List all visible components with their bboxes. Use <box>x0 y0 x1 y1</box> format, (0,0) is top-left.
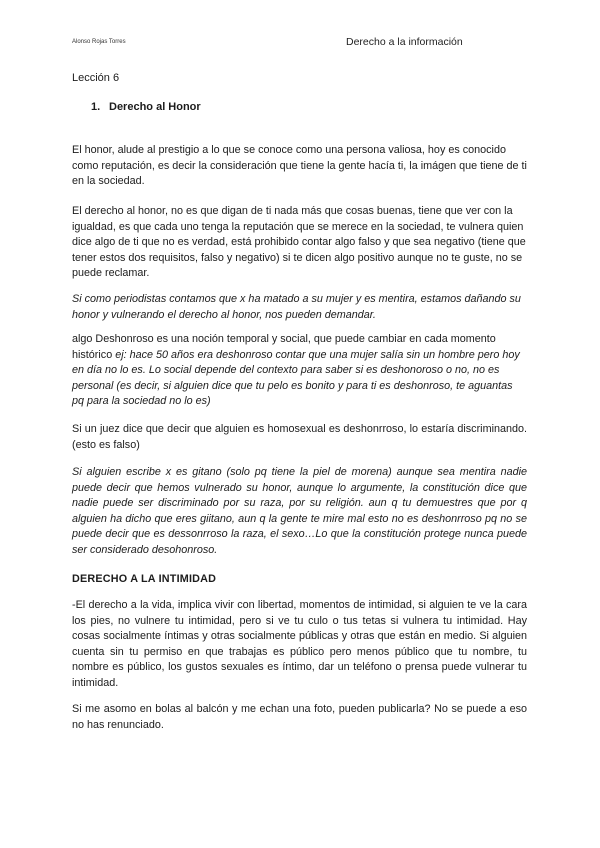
paragraph-gitano-example: Si alguien escribe x es gitano (solo pq tiene la piel de morena) aunque sea mentira nadie puede decir que hemos vulnerado su honor, aunque lo argumente, la constitución dice que nadie puede ser discriminado por su raza, por su religión. aun q tu demuestres que por q alguien ha dicho que eres giitano, aun q la gente te mire mal esto no es deshonrroso pq no se puede decir que es dessonrroso la raza, el sexo…Lo que la constitución protege nunca puede ser considerado desohonroso. <box>72 466 527 556</box>
paragraph-deshonroso-text: algo Deshonroso es una noción temporal y social, que puede cambiar en cada momento histórico <box>72 333 496 361</box>
section-heading-honor <box>91 101 201 113</box>
paragraph-intimidad: -El derecho a la vida, implica vivir con libertad, momentos de intimidad, si alguien te ve la cara los pies, no vulnere tu intimidad, pero si ve tu culo o tus tetas si vulnera tu intimidad. Hay cosas socialmente íntimas y otras socialmente públicas y otras que están en medio. Si alguien cuenta sin tu permiso en que trabajas es público pero menos público que tu nombre, tu nombre es público, los gustos sexuales es íntimo, dar un teléfono o prensa puede vulnerar tu intimidad. <box>72 599 527 689</box>
paragraph-honor-definition: El honor, alude al prestigio a lo que se conoce como una persona valiosa, hoy es conocido como reputación, es decir la consideración que tiene la gente hacía ti, la imágen que tiene de ti en la sociedad. <box>72 144 527 187</box>
paragraph-journalist-example: Si como periodistas contamos que x ha matado a su mujer y es mentira, estamos dañando su honor y vulnerando el derecho al honor, nos pueden demandar. <box>72 293 521 321</box>
section-heading-text: Derecho al Honor <box>109 101 201 113</box>
section-heading-intimidad: DERECHO A LA INTIMIDAD <box>72 573 217 585</box>
paragraph-deshonroso <box>72 332 527 410</box>
author-name: Alonso Rojas Torres <box>72 39 126 45</box>
paragraph-honor-right: El derecho al honor, no es que digan de ti nada más que cosas buenas, tiene que ver con la igualdad, es que cada uno tenga la reputación que se merece en la sociedad, te vulnera quien dice algo de ti que no es verdad, está prohibido contar algo falso y que sea negativo (tiene que tener estos dos requisitos, falso y negativo) si te dicen algo positivo aunque no te guste, no se puede reclamar. <box>72 205 526 279</box>
section-number: 1. <box>91 101 101 113</box>
paragraph-deshonroso-example: ej: hace 50 años era deshonroso contar que una mujer salía sin un hombre pero hoy en día no lo es. Lo social depende del contexto para saber si es deshonoroso o no, no es personal (es decir, si alguien dice que tu pelo es bonito y para ti es deshonroso, te aguantas pq para la sociedad no lo es) <box>72 348 520 407</box>
document-title: Derecho a la información <box>346 36 463 48</box>
paragraph-balcon-example: Si me asomo en bolas al balcón y me echan una foto, pueden publicarla? No se puede a eso no has renunciado. <box>72 703 527 731</box>
lesson-label: Lección 6 <box>72 72 120 84</box>
paragraph-judge-example: Si un juez dice que decir que alguien es homosexual es deshonrroso, lo estaría discriminando.(esto es falso) <box>72 423 527 451</box>
